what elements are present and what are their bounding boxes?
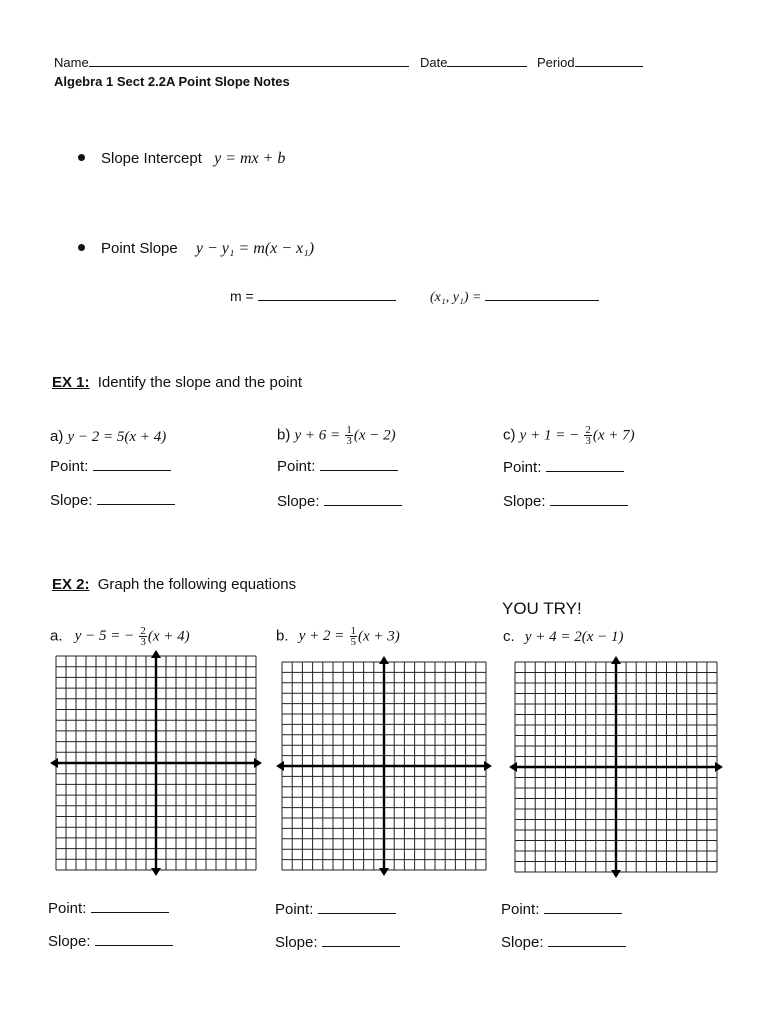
ex1-b-slope-field[interactable]: Slope: — [277, 493, 402, 510]
point-field[interactable] — [430, 288, 599, 306]
fraction: $\frac{2}{3}$ — [140, 625, 146, 648]
graph-grid-a[interactable] — [50, 650, 262, 876]
arrow-left-icon — [509, 762, 517, 772]
problem-equation-rest: (x + 3) — [358, 628, 400, 645]
problem-equation-rest: (x + 7) — [592, 427, 635, 444]
ex2-title: EX 2: — [52, 576, 90, 593]
problem-equation-rest: (x − 2) — [353, 427, 396, 444]
ex2-c-point-field[interactable]: Point: — [501, 901, 622, 918]
ex1-title: EX 1: — [52, 374, 90, 391]
graph-grid-b[interactable] — [276, 656, 492, 876]
name-field[interactable] — [54, 55, 409, 70]
ex2-problem-a — [50, 626, 190, 647]
period-label: Period — [537, 55, 575, 70]
arrow-right-icon — [484, 761, 492, 771]
ex1-problem-c — [503, 425, 635, 446]
ex2-heading — [52, 576, 296, 593]
problem-letter: b) — [277, 426, 291, 444]
arrow-down-icon — [379, 868, 389, 876]
coordinate-grid[interactable] — [50, 650, 262, 876]
problem-letter: a) — [50, 428, 64, 445]
arrow-down-icon — [611, 870, 621, 878]
ex2-c-slope-field[interactable]: Slope: — [501, 934, 626, 951]
coordinate-grid[interactable] — [509, 656, 723, 878]
problem-letter: c) — [503, 426, 516, 444]
ex2-instruction: Graph the following equations — [97, 576, 297, 593]
ex1-instruction: Identify the slope and the point — [97, 374, 303, 391]
point-slope-label: Point Slope — [101, 240, 178, 257]
bullet-icon — [78, 154, 85, 161]
fraction: $\frac{1}{5}$ — [350, 625, 357, 648]
problem-equation-rest: (x + 4) — [147, 628, 190, 645]
ex1-heading — [52, 374, 302, 391]
ex2-a-point-field[interactable]: Point: — [48, 900, 169, 917]
ex2-b-point-field[interactable]: Point: — [275, 901, 396, 918]
ex1-a-slope-field[interactable]: Slope: — [50, 492, 175, 509]
page-subtitle: Algebra 1 Sect 2.2A Point Slope Notes — [54, 74, 290, 89]
arrow-left-icon — [276, 761, 284, 771]
problem-equation: y + 1 = − — [519, 427, 580, 444]
problem-letter: b. — [276, 627, 289, 645]
ex2-problem-c — [503, 628, 624, 646]
period-field[interactable] — [537, 55, 643, 70]
arrow-up-icon — [379, 656, 389, 664]
bullet-icon — [78, 244, 85, 251]
date-label: Date — [420, 55, 448, 70]
slope-intercept-equation: y = mx + b — [214, 150, 286, 167]
problem-equation: y − 5 = − — [74, 628, 135, 645]
date-field[interactable] — [420, 55, 527, 70]
point-slope-line — [78, 240, 314, 258]
name-label: Name — [54, 55, 89, 70]
m-field[interactable] — [230, 288, 396, 304]
fraction: $\frac{2}{3}$ — [585, 424, 591, 447]
ex1-c-slope-field[interactable]: Slope: — [503, 493, 628, 510]
problem-equation: y + 2 = — [298, 628, 345, 645]
ex1-problem-b — [277, 425, 396, 446]
ex2-a-slope-field[interactable]: Slope: — [48, 933, 173, 950]
ex2-problem-b — [276, 626, 400, 647]
coordinate-grid[interactable] — [276, 656, 492, 876]
fraction: $\frac{1}{3}$ — [346, 424, 352, 447]
problem-equation: y + 6 = — [294, 427, 341, 444]
problem-letter: a. — [50, 627, 63, 645]
point-label: (x₁, y₁) = — [430, 290, 482, 305]
problem-letter: c. — [503, 628, 515, 645]
point-slope-equation: y − y₁ = m(x − x₁) — [195, 240, 315, 257]
arrow-down-icon — [151, 868, 161, 876]
arrow-right-icon — [715, 762, 723, 772]
arrow-right-icon — [254, 758, 262, 768]
you-try-label: YOU TRY! — [502, 599, 582, 618]
ex2-b-slope-field[interactable]: Slope: — [275, 934, 400, 951]
problem-equation: y + 4 = 2(x − 1) — [524, 629, 624, 645]
ex1-a-point-field[interactable]: Point: — [50, 458, 171, 475]
graph-grid-c[interactable] — [509, 656, 723, 878]
ex1-problem-a — [50, 428, 166, 446]
arrow-up-icon — [611, 656, 621, 664]
slope-intercept-line — [78, 150, 285, 168]
arrow-left-icon — [50, 758, 58, 768]
ex1-c-point-field[interactable]: Point: — [503, 459, 624, 476]
slope-intercept-label: Slope Intercept — [101, 150, 202, 167]
m-label: m = — [230, 288, 254, 304]
arrow-up-icon — [151, 650, 161, 658]
problem-equation: y − 2 = 5(x + 4) — [67, 429, 167, 445]
ex1-b-point-field[interactable]: Point: — [277, 458, 398, 475]
